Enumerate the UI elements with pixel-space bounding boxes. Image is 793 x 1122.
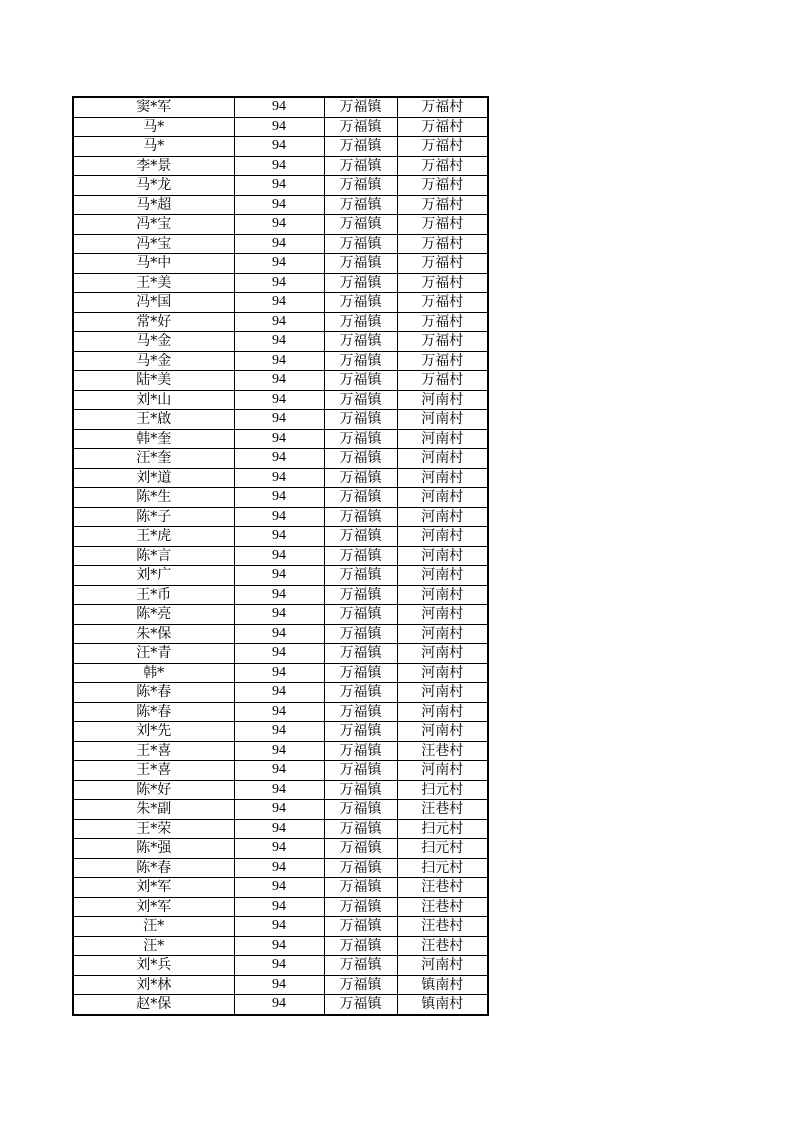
value-cell: 94: [234, 839, 324, 859]
town-cell: 万福镇: [324, 468, 397, 488]
table-row: [73, 683, 488, 703]
village-cell: 万福村: [397, 195, 488, 215]
table-row: [73, 975, 488, 995]
table-row: [73, 722, 488, 742]
value-cell: 94: [234, 97, 324, 117]
town-cell: 万福镇: [324, 858, 397, 878]
table-row: [73, 956, 488, 976]
table-row: [73, 800, 488, 820]
name-cell: 窦*军: [73, 97, 234, 117]
table-row: [73, 546, 488, 566]
name-cell: 马*金: [73, 351, 234, 371]
value-cell: 94: [234, 429, 324, 449]
name-cell: 马*: [73, 137, 234, 157]
name-cell: 刘*林: [73, 975, 234, 995]
table-row: [73, 741, 488, 761]
value-cell: 94: [234, 546, 324, 566]
town-cell: 万福镇: [324, 215, 397, 235]
town-cell: 万福镇: [324, 819, 397, 839]
value-cell: 94: [234, 663, 324, 683]
village-cell: 河南村: [397, 722, 488, 742]
town-cell: 万福镇: [324, 761, 397, 781]
town-cell: 万福镇: [324, 936, 397, 956]
town-cell: 万福镇: [324, 332, 397, 352]
value-cell: 94: [234, 234, 324, 254]
town-cell: 万福镇: [324, 410, 397, 430]
village-cell: 万福村: [397, 234, 488, 254]
value-cell: 94: [234, 117, 324, 137]
value-cell: 94: [234, 995, 324, 1015]
table-row: [73, 507, 488, 527]
village-cell: 万福村: [397, 176, 488, 196]
name-cell: 冯*国: [73, 293, 234, 313]
table-row: [73, 273, 488, 293]
town-cell: 万福镇: [324, 624, 397, 644]
name-cell: 马*超: [73, 195, 234, 215]
town-cell: 万福镇: [324, 351, 397, 371]
value-cell: 94: [234, 741, 324, 761]
village-cell: 扫元村: [397, 780, 488, 800]
town-cell: 万福镇: [324, 956, 397, 976]
village-cell: 汪巷村: [397, 878, 488, 898]
table-row: [73, 585, 488, 605]
table-row: [73, 293, 488, 313]
town-cell: 万福镇: [324, 644, 397, 664]
town-cell: 万福镇: [324, 312, 397, 332]
name-cell: 马*: [73, 117, 234, 137]
value-cell: 94: [234, 722, 324, 742]
name-cell: 常*好: [73, 312, 234, 332]
table-body: [73, 97, 488, 1015]
town-cell: 万福镇: [324, 390, 397, 410]
town-cell: 万福镇: [324, 117, 397, 137]
name-cell: 刘*军: [73, 878, 234, 898]
village-cell: 河南村: [397, 468, 488, 488]
town-cell: 万福镇: [324, 800, 397, 820]
value-cell: 94: [234, 137, 324, 157]
name-cell: 王*虎: [73, 527, 234, 547]
name-cell: 马*龙: [73, 176, 234, 196]
name-cell: 李*景: [73, 156, 234, 176]
name-cell: 马*金: [73, 332, 234, 352]
village-cell: 河南村: [397, 429, 488, 449]
name-cell: 陈*春: [73, 858, 234, 878]
table-row: [73, 195, 488, 215]
town-cell: 万福镇: [324, 507, 397, 527]
village-cell: 河南村: [397, 546, 488, 566]
value-cell: 94: [234, 936, 324, 956]
table-row: [73, 215, 488, 235]
name-cell: 刘*军: [73, 897, 234, 917]
town-cell: 万福镇: [324, 566, 397, 586]
table-row: [73, 371, 488, 391]
value-cell: 94: [234, 605, 324, 625]
village-cell: 河南村: [397, 527, 488, 547]
name-cell: 汪*: [73, 917, 234, 937]
name-cell: 刘*兵: [73, 956, 234, 976]
table-row: [73, 780, 488, 800]
village-cell: 万福村: [397, 312, 488, 332]
name-cell: 刘*道: [73, 468, 234, 488]
name-cell: 汪*: [73, 936, 234, 956]
village-cell: 河南村: [397, 566, 488, 586]
table-row: [73, 605, 488, 625]
table-row: [73, 312, 488, 332]
name-cell: 陈*好: [73, 780, 234, 800]
village-cell: 河南村: [397, 390, 488, 410]
table-row: [73, 624, 488, 644]
town-cell: 万福镇: [324, 683, 397, 703]
name-cell: 刘*广: [73, 566, 234, 586]
name-cell: 马*中: [73, 254, 234, 274]
village-cell: 万福村: [397, 371, 488, 391]
village-cell: 扫元村: [397, 858, 488, 878]
table-row: [73, 468, 488, 488]
name-cell: 王*荣: [73, 819, 234, 839]
town-cell: 万福镇: [324, 156, 397, 176]
town-cell: 万福镇: [324, 702, 397, 722]
table-row: [73, 566, 488, 586]
town-cell: 万福镇: [324, 975, 397, 995]
value-cell: 94: [234, 293, 324, 313]
village-cell: 河南村: [397, 683, 488, 703]
table-row: [73, 117, 488, 137]
table-row: [73, 156, 488, 176]
town-cell: 万福镇: [324, 741, 397, 761]
village-cell: 扫元村: [397, 839, 488, 859]
village-cell: 镇南村: [397, 995, 488, 1015]
name-cell: 冯*宝: [73, 234, 234, 254]
town-cell: 万福镇: [324, 176, 397, 196]
village-cell: 万福村: [397, 156, 488, 176]
town-cell: 万福镇: [324, 878, 397, 898]
value-cell: 94: [234, 585, 324, 605]
village-cell: 万福村: [397, 332, 488, 352]
village-cell: 万福村: [397, 293, 488, 313]
table-row: [73, 839, 488, 859]
village-cell: 万福村: [397, 117, 488, 137]
value-cell: 94: [234, 897, 324, 917]
village-cell: 汪巷村: [397, 741, 488, 761]
value-cell: 94: [234, 195, 324, 215]
name-cell: 汪*青: [73, 644, 234, 664]
value-cell: 94: [234, 878, 324, 898]
village-cell: 河南村: [397, 761, 488, 781]
town-cell: 万福镇: [324, 780, 397, 800]
value-cell: 94: [234, 410, 324, 430]
village-cell: 万福村: [397, 137, 488, 157]
table-row: [73, 644, 488, 664]
name-cell: 陈*言: [73, 546, 234, 566]
village-cell: 河南村: [397, 410, 488, 430]
value-cell: 94: [234, 780, 324, 800]
value-cell: 94: [234, 254, 324, 274]
value-cell: 94: [234, 468, 324, 488]
value-cell: 94: [234, 351, 324, 371]
village-cell: 河南村: [397, 644, 488, 664]
village-cell: 河南村: [397, 605, 488, 625]
town-cell: 万福镇: [324, 254, 397, 274]
table-row: [73, 410, 488, 430]
town-cell: 万福镇: [324, 995, 397, 1015]
village-cell: 河南村: [397, 585, 488, 605]
name-cell: 赵*保: [73, 995, 234, 1015]
value-cell: 94: [234, 215, 324, 235]
value-cell: 94: [234, 273, 324, 293]
name-cell: 王*币: [73, 585, 234, 605]
town-cell: 万福镇: [324, 195, 397, 215]
value-cell: 94: [234, 624, 324, 644]
village-cell: 万福村: [397, 254, 488, 274]
town-cell: 万福镇: [324, 371, 397, 391]
value-cell: 94: [234, 644, 324, 664]
village-cell: 汪巷村: [397, 800, 488, 820]
table-row: [73, 527, 488, 547]
value-cell: 94: [234, 702, 324, 722]
value-cell: 94: [234, 566, 324, 586]
value-cell: 94: [234, 819, 324, 839]
name-cell: 刘*山: [73, 390, 234, 410]
table-row: [73, 878, 488, 898]
town-cell: 万福镇: [324, 234, 397, 254]
name-cell: 朱*保: [73, 624, 234, 644]
value-cell: 94: [234, 449, 324, 469]
town-cell: 万福镇: [324, 429, 397, 449]
table-row: [73, 390, 488, 410]
town-cell: 万福镇: [324, 137, 397, 157]
table-row: [73, 97, 488, 117]
value-cell: 94: [234, 312, 324, 332]
village-cell: 汪巷村: [397, 897, 488, 917]
town-cell: 万福镇: [324, 839, 397, 859]
name-cell: 王*喜: [73, 761, 234, 781]
name-cell: 陈*春: [73, 702, 234, 722]
town-cell: 万福镇: [324, 546, 397, 566]
table-row: [73, 332, 488, 352]
table-row: [73, 819, 488, 839]
village-cell: 河南村: [397, 488, 488, 508]
value-cell: 94: [234, 176, 324, 196]
village-cell: 汪巷村: [397, 936, 488, 956]
value-cell: 94: [234, 488, 324, 508]
town-cell: 万福镇: [324, 273, 397, 293]
name-cell: 王*啟: [73, 410, 234, 430]
value-cell: 94: [234, 390, 324, 410]
name-cell: 冯*宝: [73, 215, 234, 235]
village-cell: 汪巷村: [397, 917, 488, 937]
value-cell: 94: [234, 683, 324, 703]
value-cell: 94: [234, 956, 324, 976]
town-cell: 万福镇: [324, 585, 397, 605]
data-table: [72, 96, 489, 1016]
table-row: [73, 917, 488, 937]
village-cell: 河南村: [397, 663, 488, 683]
value-cell: 94: [234, 800, 324, 820]
table-row: [73, 663, 488, 683]
name-cell: 王*美: [73, 273, 234, 293]
value-cell: 94: [234, 156, 324, 176]
name-cell: 朱*副: [73, 800, 234, 820]
village-cell: 河南村: [397, 956, 488, 976]
table-row: [73, 488, 488, 508]
table-row: [73, 702, 488, 722]
village-cell: 万福村: [397, 351, 488, 371]
village-cell: 河南村: [397, 449, 488, 469]
town-cell: 万福镇: [324, 527, 397, 547]
village-cell: 河南村: [397, 507, 488, 527]
table-row: [73, 254, 488, 274]
table-row: [73, 858, 488, 878]
name-cell: 汪*奎: [73, 449, 234, 469]
town-cell: 万福镇: [324, 488, 397, 508]
village-cell: 镇南村: [397, 975, 488, 995]
town-cell: 万福镇: [324, 917, 397, 937]
name-cell: 陆*美: [73, 371, 234, 391]
name-cell: 陈*子: [73, 507, 234, 527]
table-row: [73, 176, 488, 196]
name-cell: 陈*春: [73, 683, 234, 703]
table-row: [73, 351, 488, 371]
value-cell: 94: [234, 371, 324, 391]
village-cell: 万福村: [397, 273, 488, 293]
table-row: [73, 897, 488, 917]
table-row: [73, 449, 488, 469]
table-row: [73, 995, 488, 1015]
table-row: [73, 429, 488, 449]
value-cell: 94: [234, 507, 324, 527]
value-cell: 94: [234, 761, 324, 781]
village-cell: 万福村: [397, 215, 488, 235]
village-cell: 河南村: [397, 702, 488, 722]
name-cell: 陈*强: [73, 839, 234, 859]
table-row: [73, 137, 488, 157]
name-cell: 王*喜: [73, 741, 234, 761]
name-cell: 韩*奎: [73, 429, 234, 449]
value-cell: 94: [234, 917, 324, 937]
town-cell: 万福镇: [324, 293, 397, 313]
town-cell: 万福镇: [324, 97, 397, 117]
town-cell: 万福镇: [324, 897, 397, 917]
table-row: [73, 761, 488, 781]
value-cell: 94: [234, 975, 324, 995]
town-cell: 万福镇: [324, 663, 397, 683]
town-cell: 万福镇: [324, 449, 397, 469]
name-cell: 陈*亮: [73, 605, 234, 625]
table-row: [73, 234, 488, 254]
table-row: [73, 936, 488, 956]
name-cell: 陈*生: [73, 488, 234, 508]
value-cell: 94: [234, 858, 324, 878]
value-cell: 94: [234, 332, 324, 352]
name-cell: 刘*先: [73, 722, 234, 742]
town-cell: 万福镇: [324, 722, 397, 742]
village-cell: 扫元村: [397, 819, 488, 839]
value-cell: 94: [234, 527, 324, 547]
village-cell: 万福村: [397, 97, 488, 117]
town-cell: 万福镇: [324, 605, 397, 625]
name-cell: 韩*: [73, 663, 234, 683]
village-cell: 河南村: [397, 624, 488, 644]
